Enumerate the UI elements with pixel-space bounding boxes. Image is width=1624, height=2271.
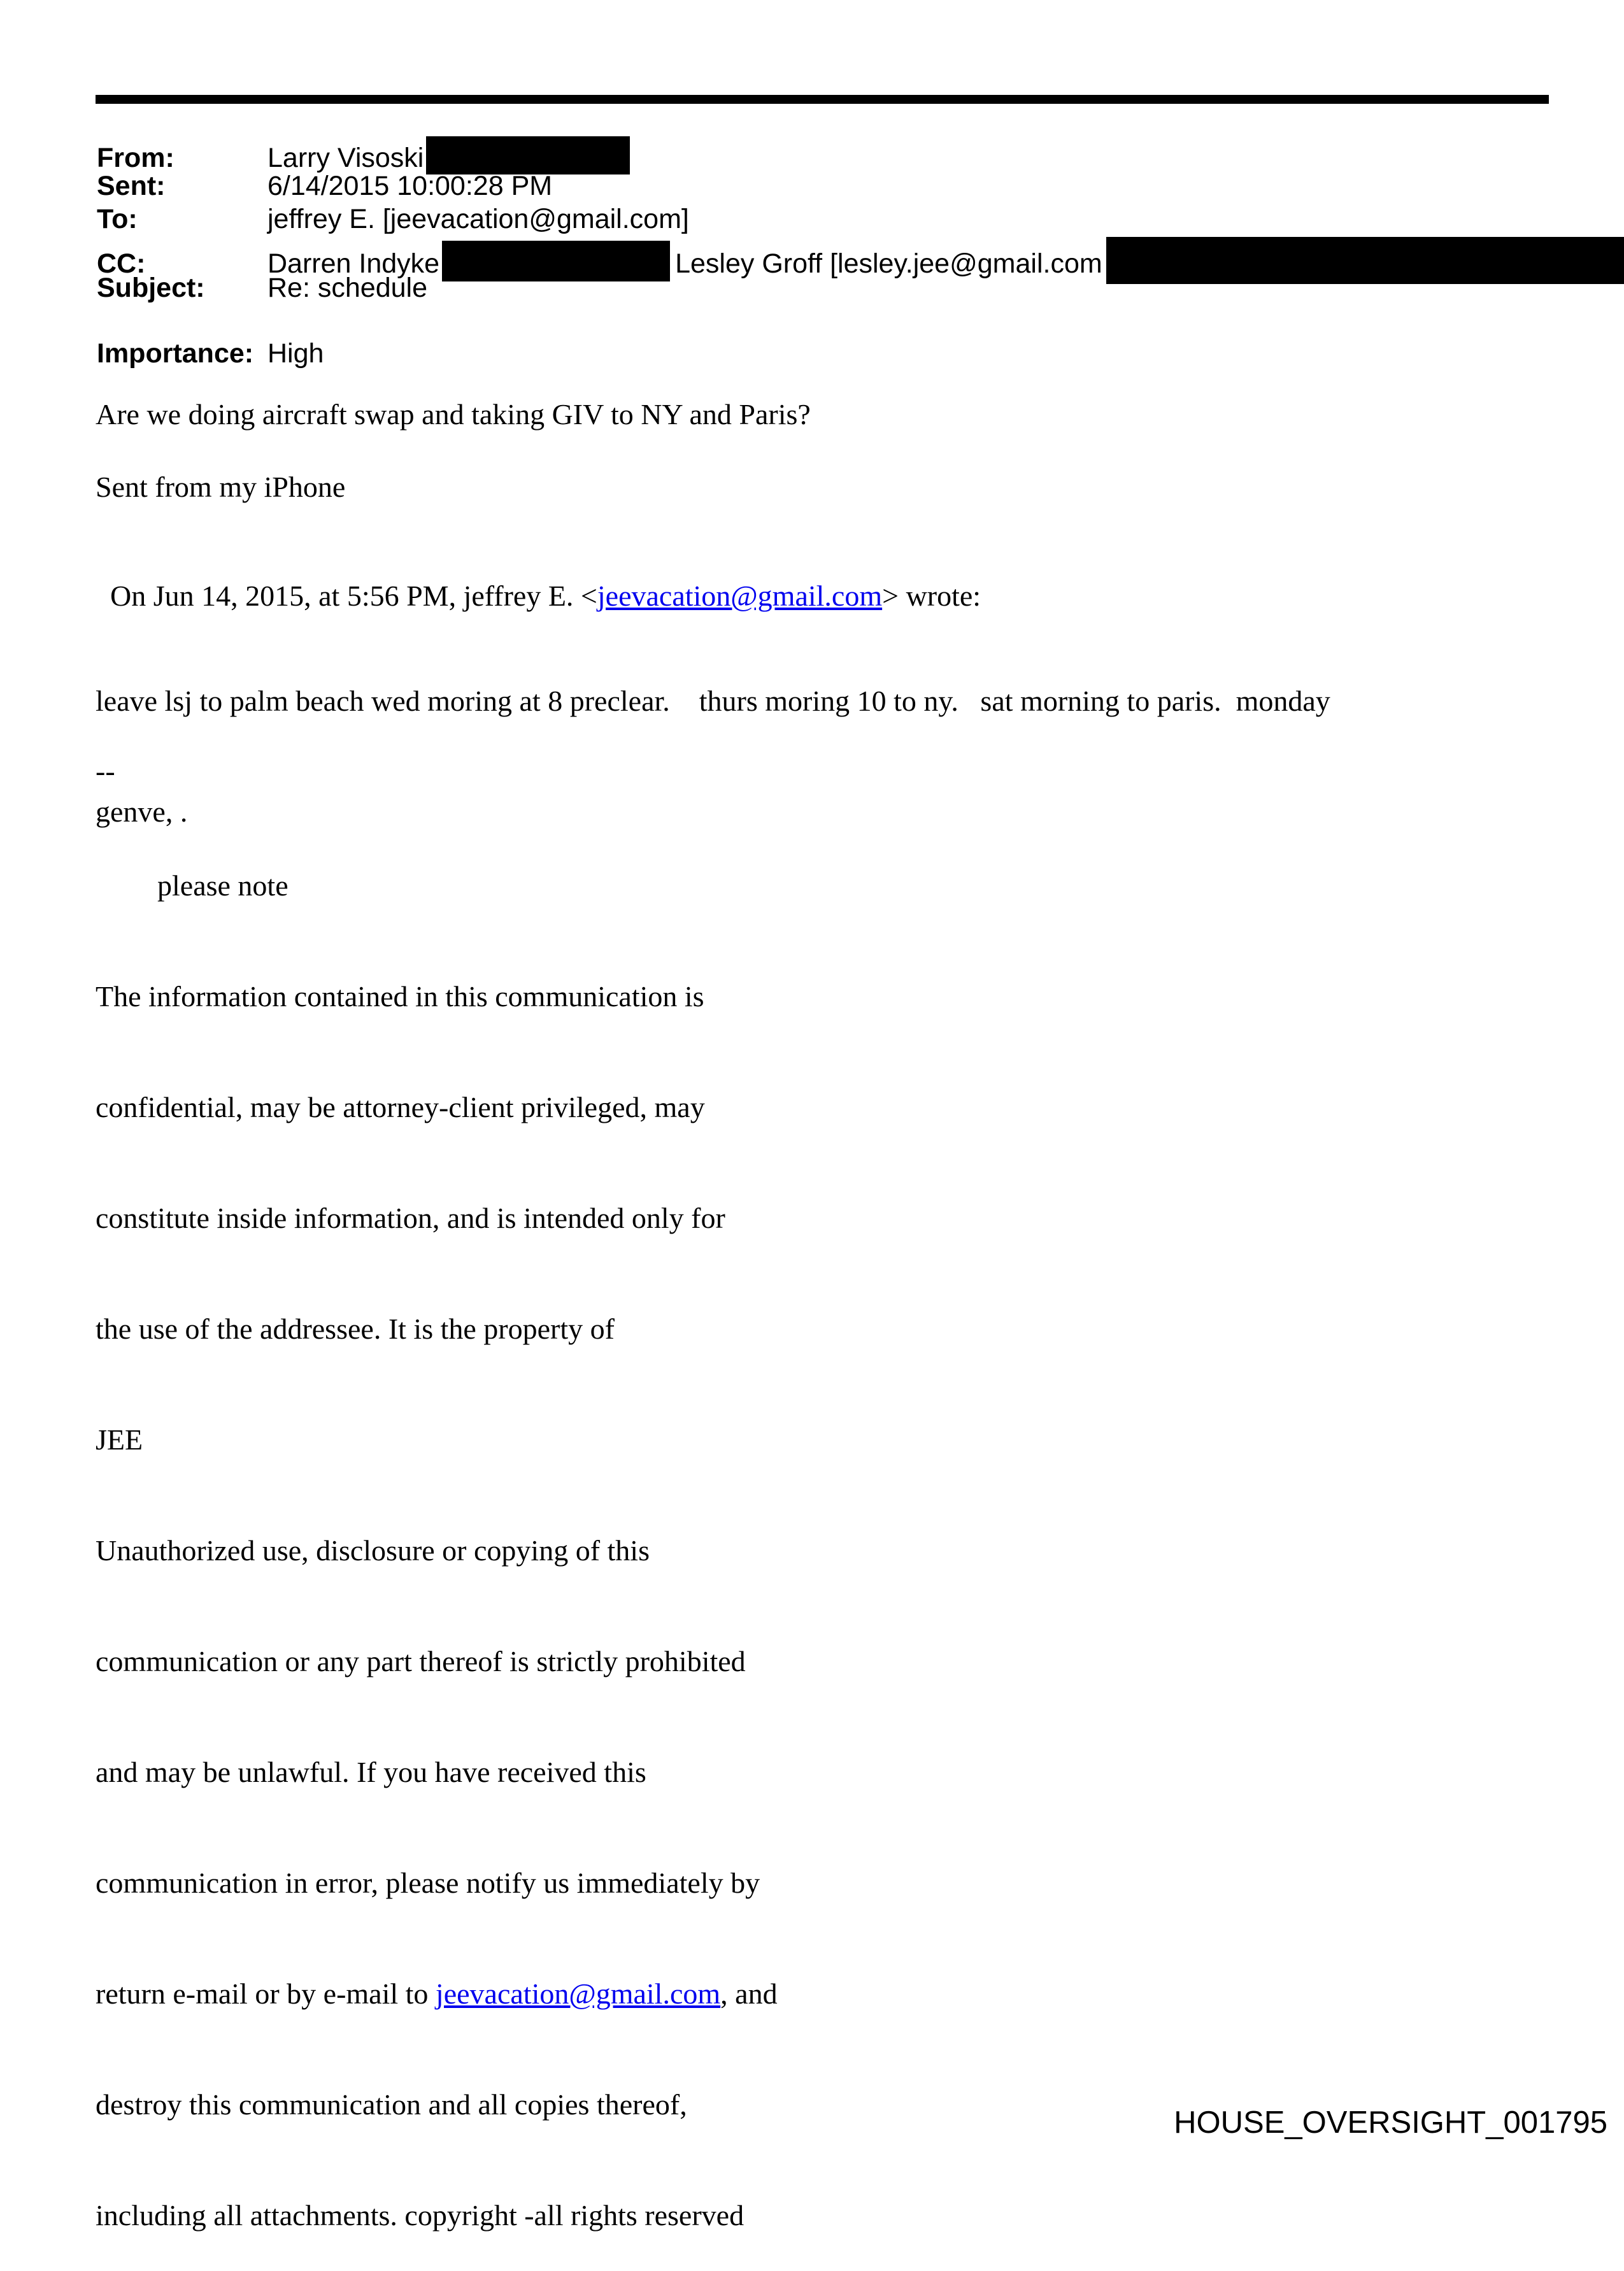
from-value: Larry Visoski [267,143,424,173]
quoted-reply-line-1: leave lsj to palm beach wed moring at 8 preclear. thurs moring 10 to ny. sat morning to paris. monday [96,685,1330,717]
header-row-importance [97,337,324,370]
confidentiality-disclaimer [96,794,778,2271]
disclaimer-email-link[interactable]: jeevacation@gmail.com [435,1977,721,2010]
disclaimer-line: communication in error, please notify us immediately by [96,1867,760,1899]
redaction-box-cc-2 [1106,237,1624,284]
cc-value-1: Darren Indyke [267,248,440,279]
body-question: Are we doing aircraft swap and taking GIV to NY and Paris? [96,398,811,431]
sent-value: 6/14/2015 10:00:28 PM [267,171,553,201]
signature-divider: -- [96,755,115,787]
disclaimer-notify-suffix: , and [720,1977,778,2010]
subject-value: Re: schedule [267,273,427,303]
disclaimer-line: destroy this communication and all copies thereof, [96,2088,687,2121]
sent-label: Sent: [97,171,166,201]
redaction-box-cc-1 [442,241,670,281]
header-divider-rule [96,95,1549,104]
disclaimer-line: confidential, may be attorney-client privileged, may [96,1091,705,1123]
disclaimer-line: Unauthorized use, disclosure or copying of this [96,1534,650,1567]
to-value: jeffrey E. [jeevacation@gmail.com] [267,204,689,234]
body-sent-from-iphone: Sent from my iPhone [96,471,346,503]
subject-label: Subject: [97,273,205,303]
cc-value-2: Lesley Groff [lesley.jee@gmail.com [675,248,1102,279]
disclaimer-line: communication or any part thereof is strictly prohibited [96,1645,746,1677]
header-row-subject [97,271,427,304]
disclaimer-line: constitute inside information, and is intended only for [96,1202,725,1234]
disclaimer-line: The information contained in this communication is [96,980,704,1013]
quote-attribution-suffix: > wrote: [882,580,981,612]
disclaimer-line: the use of the addressee. It is the property of [96,1313,615,1345]
quote-attribution-line [96,541,981,615]
disclaimer-intro: please note [157,869,288,902]
importance-value: High [267,338,324,369]
attribution-email-link[interactable]: jeevacation@gmail.com [597,580,883,612]
disclaimer-notify-line [96,1976,778,2012]
cc-label: CC: [97,248,146,279]
importance-label: Importance: [97,338,254,369]
header-row-to [97,203,689,236]
disclaimer-line: JEE [96,1423,143,1456]
disclaimer-notify-prefix: return e-mail or by e-mail to [96,1977,436,2010]
quote-attribution-prefix: On Jun 14, 2015, at 5:56 PM, jeffrey E. < [110,580,597,612]
redaction-box-from [426,136,630,174]
from-label: From: [97,143,175,173]
to-label: To: [97,204,138,234]
header-row-from [97,136,630,174]
disclaimer-line: including all attachments. copyright -all rights reserved [96,2199,744,2232]
quoted-reply-line-2: genve, . [96,795,188,828]
header-row-sent [97,169,552,203]
disclaimer-line: and may be unlawful. If you have received this [96,1756,646,1788]
bates-number: HOUSE_OVERSIGHT_001795 [1174,2105,1607,2140]
